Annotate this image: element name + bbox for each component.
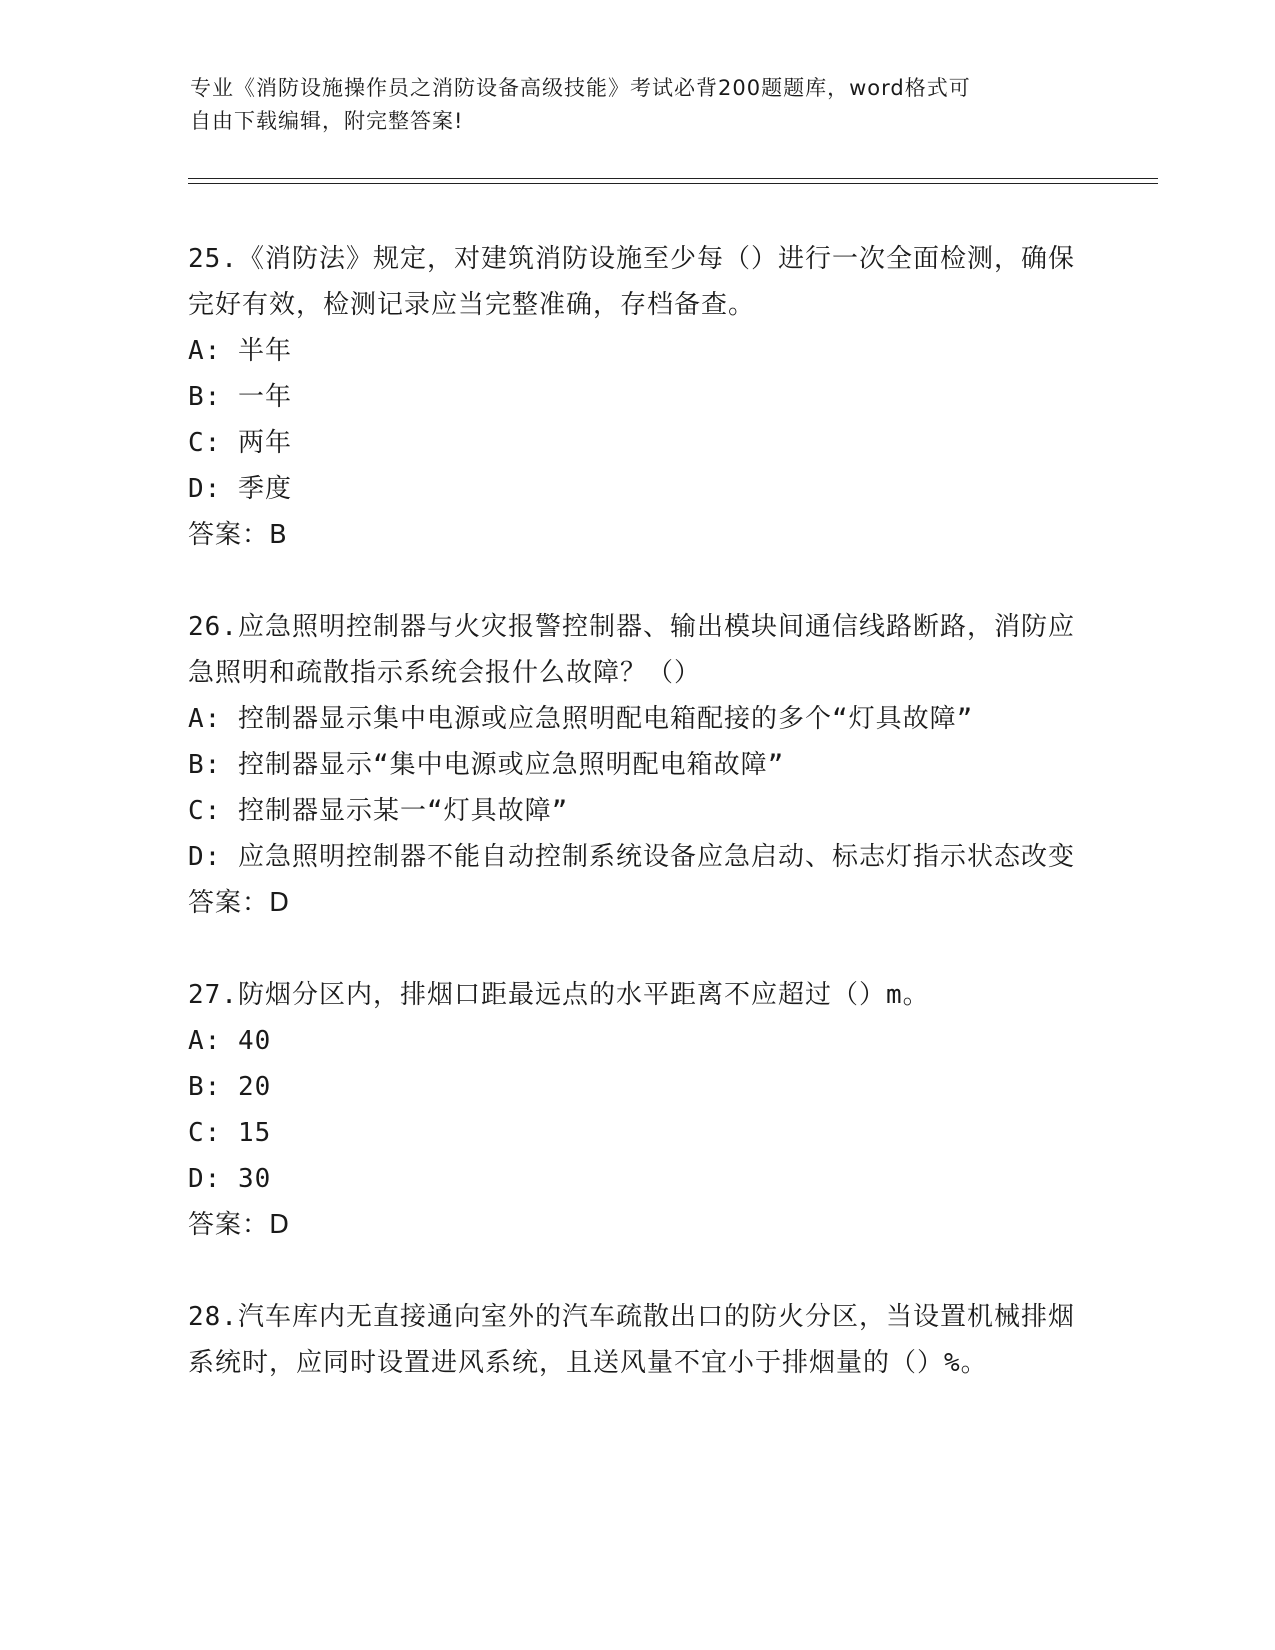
header-line-1: 专业《消防设施操作员之消防设备高级技能》考试必背200题题库，word格式可 xyxy=(190,76,971,100)
option-a: A: 控制器显示集中电源或应急照明配电箱配接的多个“灯具故障” xyxy=(188,704,974,734)
option-c: C: 两年 xyxy=(188,428,292,458)
header-line-2: 自由下载编辑，附完整答案! xyxy=(190,109,464,133)
option-b: B: 控制器显示“集中电源或应急照明配电箱故障” xyxy=(188,750,785,780)
option-a: A: 40 xyxy=(188,1026,272,1056)
question-text: 25.《消防法》规定，对建筑消防设施至少每（）进行一次全面检测，确保完好有效，检测记录应当完整准确，存档备查。 xyxy=(188,244,1075,320)
question-25 xyxy=(188,236,1078,558)
question-26 xyxy=(188,604,1078,926)
question-text: 26.应急照明控制器与火灾报警控制器、输出模块间通信线路断路，消防应急照明和疏散指示系统会报什么故障？（） xyxy=(188,612,1075,688)
header-divider-bottom xyxy=(188,183,1158,184)
option-c: C: 控制器显示某一“灯具故障” xyxy=(188,796,569,826)
question-list xyxy=(188,236,1078,1432)
option-c: C: 15 xyxy=(188,1118,272,1148)
option-d: D: 应急照明控制器不能自动控制系统设备应急启动、标志灯指示状态改变 xyxy=(188,842,1075,872)
question-28 xyxy=(188,1294,1078,1386)
header-divider-top xyxy=(188,178,1158,179)
document-header xyxy=(190,72,1070,138)
question-text: 27.防烟分区内，排烟口距最远点的水平距离不应超过（）m。 xyxy=(188,980,930,1010)
option-b: B: 一年 xyxy=(188,382,292,412)
option-d: D: 30 xyxy=(188,1164,272,1194)
option-d: D: 季度 xyxy=(188,474,292,504)
answer: 答案：B xyxy=(188,520,288,550)
question-27 xyxy=(188,972,1078,1248)
question-text: 28.汽车库内无直接通向室外的汽车疏散出口的防火分区，当设置机械排烟系统时，应同时设置进风系统，且送风量不宜小于排烟量的（）%。 xyxy=(188,1302,1075,1378)
answer: 答案：D xyxy=(188,888,291,918)
option-b: B: 20 xyxy=(188,1072,272,1102)
option-a: A: 半年 xyxy=(188,336,292,366)
answer: 答案：D xyxy=(188,1210,291,1240)
